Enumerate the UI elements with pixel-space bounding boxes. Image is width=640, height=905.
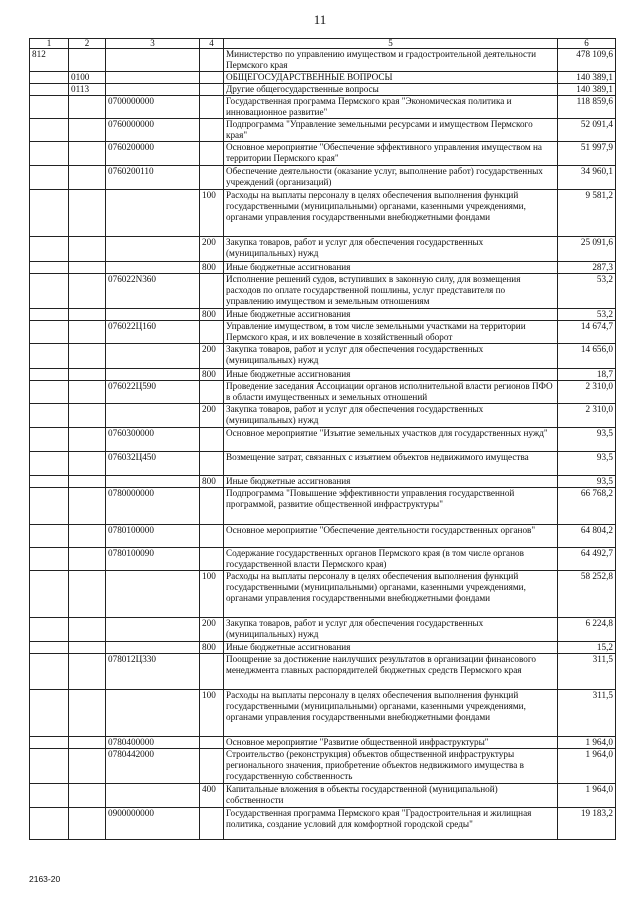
- cell-target-article: [106, 72, 200, 84]
- cell-section-code: [69, 404, 106, 428]
- cell-target-article: 0760200000: [106, 142, 200, 166]
- table-row: [30, 142, 616, 166]
- cell-amount: 14 656,0: [558, 344, 616, 369]
- cell-amount: 140 389,1: [558, 84, 616, 96]
- cell-expense-type: [200, 548, 224, 571]
- cell-description: Министерство по управлению имуществом и градостроительной деятельности Пермского края: [224, 49, 558, 72]
- cell-target-article: [106, 690, 200, 737]
- cell-target-article: [106, 84, 200, 96]
- cell-chapter-code: [30, 642, 69, 654]
- cell-expense-type: 200: [200, 404, 224, 428]
- cell-description: Государственная программа Пермского края "Экономическая политика и инновационное развитие": [224, 96, 558, 119]
- cell-chapter-code: [30, 237, 69, 262]
- cell-section-code: [69, 808, 106, 840]
- cell-target-article: 076032Ц450: [106, 452, 200, 476]
- cell-section-code: [69, 618, 106, 642]
- cell-expense-type: [200, 808, 224, 840]
- cell-amount: 51 997,9: [558, 142, 616, 166]
- cell-section-code: [69, 262, 106, 274]
- table-row: [30, 737, 616, 749]
- cell-section-code: [69, 452, 106, 476]
- table-row: [30, 452, 616, 476]
- cell-description: Основное мероприятие "Обеспечение эффективного управления имуществом на территории Пермского края": [224, 142, 558, 166]
- cell-amount: 25 091,6: [558, 237, 616, 262]
- cell-description: Расходы на выплаты персоналу в целях обеспечения выполнения функций государственными (муниципальными) органами, казенными учреждениями, органами управления государственными внебюджетными фондами: [224, 571, 558, 618]
- cell-section-code: [69, 190, 106, 237]
- cell-expense-type: [200, 381, 224, 404]
- cell-target-article: [106, 476, 200, 488]
- table-row: [30, 749, 616, 784]
- cell-description: Основное мероприятие "Изъятие земельных участков для государственных нужд": [224, 428, 558, 452]
- cell-amount: 2 310,0: [558, 381, 616, 404]
- cell-description: Исполнение решений судов, вступивших в законную силу, для возмещения расходов по оплате государственной пошлины, услуг представителя по управлению имуществом и земельным отношениям: [224, 274, 558, 309]
- cell-chapter-code: [30, 737, 69, 749]
- cell-description: Основное мероприятие "Развитие общественной инфраструктуры": [224, 737, 558, 749]
- cell-amount: 2 310,0: [558, 404, 616, 428]
- cell-amount: 53,2: [558, 274, 616, 309]
- cell-amount: 9 581,2: [558, 190, 616, 237]
- cell-description: Проведение заседания Ассоциации органов исполнительной власти регионов ПФО в области имущественных и земельных отношений: [224, 381, 558, 404]
- cell-expense-type: [200, 72, 224, 84]
- cell-amount: 19 183,2: [558, 808, 616, 840]
- cell-chapter-code: 812: [30, 49, 69, 72]
- table-row: [30, 321, 616, 344]
- table-row: [30, 190, 616, 237]
- cell-description: Иные бюджетные ассигнования: [224, 309, 558, 321]
- cell-expense-type: 400: [200, 784, 224, 808]
- cell-chapter-code: [30, 344, 69, 369]
- cell-amount: 64 804,2: [558, 525, 616, 548]
- cell-description: Иные бюджетные ассигнования: [224, 262, 558, 274]
- cell-description: Содержание государственных органов Пермского края (в том числе органов государственной власти Пермского края): [224, 548, 558, 571]
- cell-description: Закупка товаров, работ и услуг для обеспечения государственных (муниципальных) нужд: [224, 237, 558, 262]
- cell-amount: 93,5: [558, 476, 616, 488]
- cell-section-code: [69, 237, 106, 262]
- table-row: [30, 96, 616, 119]
- cell-expense-type: [200, 525, 224, 548]
- cell-target-article: [106, 49, 200, 72]
- cell-chapter-code: [30, 488, 69, 525]
- cell-section-code: [69, 142, 106, 166]
- cell-section-code: [69, 571, 106, 618]
- table-row: [30, 369, 616, 381]
- cell-description: Расходы на выплаты персоналу в целях обеспечения выполнения функций государственными (муниципальными) органами, казенными учреждениями, органами управления государственными внебюджетными фондами: [224, 690, 558, 737]
- cell-expense-type: 200: [200, 618, 224, 642]
- cell-chapter-code: [30, 96, 69, 119]
- table-row: [30, 654, 616, 690]
- cell-target-article: [106, 237, 200, 262]
- cell-target-article: 0760300000: [106, 428, 200, 452]
- cell-expense-type: [200, 428, 224, 452]
- budget-table: [29, 38, 616, 840]
- table-row: [30, 237, 616, 262]
- cell-expense-type: 100: [200, 690, 224, 737]
- cell-description: Иные бюджетные ассигнования: [224, 369, 558, 381]
- cell-amount: 58 252,8: [558, 571, 616, 618]
- cell-section-code: [69, 476, 106, 488]
- cell-chapter-code: [30, 690, 69, 737]
- table-row: [30, 642, 616, 654]
- cell-expense-type: 800: [200, 642, 224, 654]
- cell-expense-type: 200: [200, 344, 224, 369]
- cell-target-article: 076022Ц160: [106, 321, 200, 344]
- cell-description: Закупка товаров, работ и услуг для обеспечения государственных (муниципальных) нужд: [224, 344, 558, 369]
- cell-expense-type: [200, 274, 224, 309]
- cell-section-code: [69, 309, 106, 321]
- cell-amount: 1 964,0: [558, 784, 616, 808]
- table-row: [30, 49, 616, 72]
- table-header-row: [30, 39, 616, 49]
- table-row: [30, 381, 616, 404]
- cell-chapter-code: [30, 476, 69, 488]
- cell-expense-type: 100: [200, 190, 224, 237]
- table-row: [30, 618, 616, 642]
- cell-section-code: [69, 381, 106, 404]
- cell-chapter-code: [30, 525, 69, 548]
- cell-section-code: [69, 690, 106, 737]
- cell-section-code: [69, 654, 106, 690]
- cell-amount: 287,3: [558, 262, 616, 274]
- table-row: [30, 784, 616, 808]
- table-row: [30, 119, 616, 142]
- column-header: 2: [69, 39, 106, 49]
- cell-expense-type: [200, 166, 224, 190]
- cell-target-article: 076022Ц590: [106, 381, 200, 404]
- cell-amount: 52 091,4: [558, 119, 616, 142]
- cell-amount: 1 964,0: [558, 737, 616, 749]
- cell-description: Подпрограмма "Повышение эффективности управления государственной программой, развитие общественной инфраструктуры": [224, 488, 558, 525]
- cell-target-article: [106, 190, 200, 237]
- cell-section-code: [69, 49, 106, 72]
- cell-amount: 1 964,0: [558, 749, 616, 784]
- cell-section-code: [69, 369, 106, 381]
- column-header: 3: [106, 39, 200, 49]
- cell-section-code: [69, 784, 106, 808]
- cell-description: Другие общегосударственные вопросы: [224, 84, 558, 96]
- table-row: [30, 84, 616, 96]
- cell-amount: 34 960,1: [558, 166, 616, 190]
- cell-section-code: [69, 737, 106, 749]
- cell-description: Иные бюджетные ассигнования: [224, 476, 558, 488]
- cell-target-article: 076022N360: [106, 274, 200, 309]
- cell-section-code: [69, 548, 106, 571]
- cell-section-code: [69, 344, 106, 369]
- page-number: 11: [313, 12, 327, 27]
- cell-chapter-code: [30, 190, 69, 237]
- cell-description: Подпрограмма "Управление земельными ресурсами и имуществом Пермского края": [224, 119, 558, 142]
- table-row: [30, 488, 616, 525]
- cell-expense-type: [200, 96, 224, 119]
- cell-target-article: 078012Ц330: [106, 654, 200, 690]
- cell-target-article: [106, 369, 200, 381]
- column-header: 5: [224, 39, 558, 49]
- cell-section-code: [69, 166, 106, 190]
- cell-chapter-code: [30, 749, 69, 784]
- table-row: [30, 72, 616, 84]
- table-row: [30, 404, 616, 428]
- cell-section-code: [69, 119, 106, 142]
- cell-amount: 66 768,2: [558, 488, 616, 525]
- cell-amount: 478 109,6: [558, 49, 616, 72]
- cell-amount: 118 859,6: [558, 96, 616, 119]
- cell-section-code: [69, 749, 106, 784]
- cell-amount: 64 492,7: [558, 548, 616, 571]
- cell-expense-type: 200: [200, 237, 224, 262]
- cell-amount: 93,5: [558, 452, 616, 476]
- cell-amount: 311,5: [558, 690, 616, 737]
- cell-chapter-code: [30, 72, 69, 84]
- cell-expense-type: 100: [200, 571, 224, 618]
- cell-expense-type: 800: [200, 476, 224, 488]
- cell-target-article: [106, 262, 200, 274]
- cell-chapter-code: [30, 166, 69, 190]
- cell-target-article: 0780000000: [106, 488, 200, 525]
- cell-chapter-code: [30, 369, 69, 381]
- table-row: [30, 262, 616, 274]
- cell-amount: 6 224,8: [558, 618, 616, 642]
- cell-chapter-code: [30, 84, 69, 96]
- cell-target-article: 0760000000: [106, 119, 200, 142]
- cell-expense-type: 800: [200, 309, 224, 321]
- cell-target-article: 0780100090: [106, 548, 200, 571]
- cell-description: Управление имуществом, в том числе земельными участками на территории Пермского края, и их вовлечение в хозяйственный оборот: [224, 321, 558, 344]
- cell-target-article: 0780442000: [106, 749, 200, 784]
- cell-target-article: 0780400000: [106, 737, 200, 749]
- table-row: [30, 690, 616, 737]
- cell-expense-type: [200, 654, 224, 690]
- column-header: 1: [30, 39, 69, 49]
- column-header: 4: [200, 39, 224, 49]
- cell-expense-type: [200, 488, 224, 525]
- table-row: [30, 166, 616, 190]
- cell-amount: 14 674,7: [558, 321, 616, 344]
- cell-target-article: [106, 618, 200, 642]
- cell-target-article: [106, 784, 200, 808]
- cell-description: Закупка товаров, работ и услуг для обеспечения государственных (муниципальных) нужд: [224, 618, 558, 642]
- cell-chapter-code: [30, 571, 69, 618]
- cell-description: Поощрение за достижение наилучших результатов в организации финансового менеджмента главных распорядителей бюджетных средств Пермского края: [224, 654, 558, 690]
- cell-section-code: [69, 642, 106, 654]
- cell-target-article: [106, 571, 200, 618]
- cell-chapter-code: [30, 808, 69, 840]
- cell-chapter-code: [30, 262, 69, 274]
- table-row: [30, 808, 616, 840]
- cell-chapter-code: [30, 654, 69, 690]
- table-body: [30, 49, 616, 840]
- cell-description: Иные бюджетные ассигнования: [224, 642, 558, 654]
- cell-description: Расходы на выплаты персоналу в целях обеспечения выполнения функций государственными (муниципальными) органами, казенными учреждениями, органами управления государственными внебюджетными фондами: [224, 190, 558, 237]
- cell-target-article: 0700000000: [106, 96, 200, 119]
- cell-description: Закупка товаров, работ и услуг для обеспечения государственных (муниципальных) нужд: [224, 404, 558, 428]
- cell-description: Обеспечение деятельности (оказание услуг, выполнение работ) государственных учреждений (организаций): [224, 166, 558, 190]
- cell-target-article: 0760200110: [106, 166, 200, 190]
- cell-description: Государственная программа Пермского края "Градостроительная и жилищная политика, создание условий для комфортной городской среды": [224, 808, 558, 840]
- cell-description: Возмещение затрат, связанных с изъятием объектов недвижимого имущества: [224, 452, 558, 476]
- cell-description: Основное мероприятие "Обеспечение деятельности государственных органов": [224, 525, 558, 548]
- cell-chapter-code: [30, 452, 69, 476]
- cell-target-article: [106, 642, 200, 654]
- cell-description: Капитальные вложения в объекты государственной (муниципальной) собственности: [224, 784, 558, 808]
- cell-target-article: [106, 309, 200, 321]
- cell-amount: 15,2: [558, 642, 616, 654]
- cell-expense-type: 800: [200, 369, 224, 381]
- cell-target-article: 0900000000: [106, 808, 200, 840]
- cell-target-article: [106, 344, 200, 369]
- cell-section-code: 0113: [69, 84, 106, 96]
- cell-section-code: [69, 488, 106, 525]
- cell-chapter-code: [30, 548, 69, 571]
- cell-chapter-code: [30, 309, 69, 321]
- table-row: [30, 274, 616, 309]
- cell-description: ОБЩЕГОСУДАРСТВЕННЫЕ ВОПРОСЫ: [224, 72, 558, 84]
- table-row: [30, 476, 616, 488]
- column-header: 6: [558, 39, 616, 49]
- table-row: [30, 344, 616, 369]
- cell-expense-type: [200, 737, 224, 749]
- cell-chapter-code: [30, 428, 69, 452]
- cell-chapter-code: [30, 142, 69, 166]
- table-row: [30, 428, 616, 452]
- cell-chapter-code: [30, 618, 69, 642]
- cell-section-code: [69, 525, 106, 548]
- cell-expense-type: [200, 84, 224, 96]
- cell-expense-type: [200, 452, 224, 476]
- cell-chapter-code: [30, 321, 69, 344]
- cell-expense-type: [200, 749, 224, 784]
- cell-target-article: [106, 404, 200, 428]
- table-row: [30, 571, 616, 618]
- cell-expense-type: [200, 321, 224, 344]
- cell-expense-type: [200, 142, 224, 166]
- cell-expense-type: 800: [200, 262, 224, 274]
- cell-chapter-code: [30, 381, 69, 404]
- cell-amount: 18,7: [558, 369, 616, 381]
- cell-section-code: [69, 274, 106, 309]
- table-row: [30, 309, 616, 321]
- cell-section-code: [69, 428, 106, 452]
- cell-chapter-code: [30, 119, 69, 142]
- cell-amount: 53,2: [558, 309, 616, 321]
- cell-expense-type: [200, 119, 224, 142]
- footer-code: 2163-20: [29, 874, 61, 884]
- cell-description: Строительство (реконструкция) объектов общественной инфраструктуры регионального значения, приобретение объектов недвижимого имущества в государственную собственность: [224, 749, 558, 784]
- cell-chapter-code: [30, 404, 69, 428]
- cell-amount: 140 389,1: [558, 72, 616, 84]
- cell-chapter-code: [30, 274, 69, 309]
- table-row: [30, 525, 616, 548]
- table-row: [30, 548, 616, 571]
- cell-section-code: [69, 321, 106, 344]
- cell-chapter-code: [30, 784, 69, 808]
- cell-section-code: [69, 96, 106, 119]
- cell-amount: 311,5: [558, 654, 616, 690]
- cell-amount: 93,5: [558, 428, 616, 452]
- cell-section-code: 0100: [69, 72, 106, 84]
- cell-target-article: 0780100000: [106, 525, 200, 548]
- cell-expense-type: [200, 49, 224, 72]
